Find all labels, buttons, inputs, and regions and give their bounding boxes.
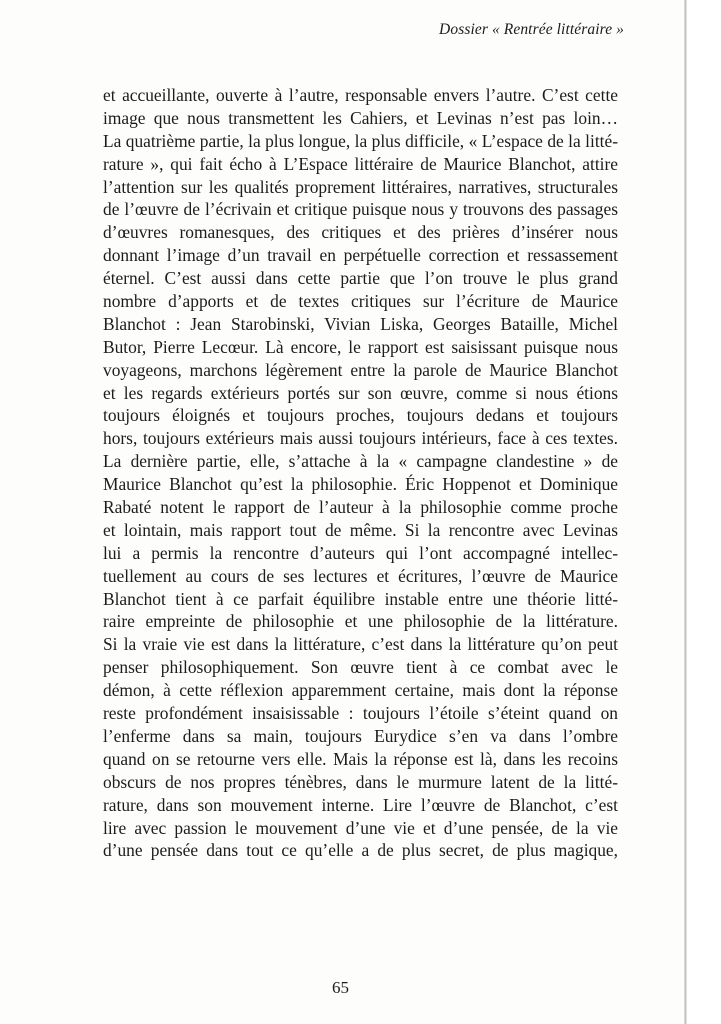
text-line: et lointain, mais rapport tout de même. Si la rencontre avec Levinas — [103, 519, 618, 540]
text-line: Blanchot : Jean Starobinski, Vivian Liska, Georges Bataille, Michel — [103, 313, 618, 334]
text-line: penser philosophiquement. Son œuvre tient à ce combat avec le — [103, 657, 618, 678]
running-head: Dossier « Rentrée littéraire » — [439, 21, 624, 38]
text-line: éternel. C’est aussi dans cette partie que l’on trouve le plus grand — [103, 268, 618, 289]
text-line: de l’œuvre de l’écrivain et critique puisque nous y trouvons des passages — [103, 199, 618, 220]
text-line: tuellement au cours de ses lectures et écritures, l’œuvre de Maurice — [103, 565, 618, 586]
text-line: l’enferme dans sa main, toujours Eurydice s’en va dans l’ombre — [103, 725, 618, 746]
text-line: démon, à cette réflexion apparemment certaine, mais dont la réponse — [103, 680, 618, 701]
page-edge — [684, 0, 687, 1024]
page-number: 65 — [332, 978, 349, 997]
text-line: et accueillante, ouverte à l’autre, responsable envers l’autre. C’est cette — [103, 85, 618, 105]
text-line: rature, dans son mouvement interne. Lire l’œuvre de Blanchot, c’est — [103, 794, 618, 815]
text-line: reste profondément insaisissable : toujours l’étoile s’éteint quand on — [103, 703, 618, 724]
text-line: rature », qui fait écho à L’Espace littéraire de Maurice Blanchot, attire — [103, 153, 618, 174]
text-line: raire empreinte de philosophie et une philosophie de la littérature. — [103, 611, 618, 632]
body-text — [103, 84, 618, 862]
text-line: l’attention sur les qualités proprement littéraires, narratives, structurales — [103, 176, 618, 197]
text-line: voyageons, marchons légèrement entre la parole de Maurice Blanchot — [103, 359, 618, 380]
text-line: toujours éloignés et toujours proches, toujours dedans et toujours — [103, 405, 618, 426]
text-line: La quatrième partie, la plus longue, la plus difficile, « L’espace de la litté- — [103, 130, 618, 151]
text-line: lui a permis la rencontre d’auteurs qui l’ont accompagné intellec- — [103, 542, 618, 563]
text-line: Rabaté notent le rapport de l’auteur à la philosophie comme proche — [103, 497, 618, 518]
text-line: Butor, Pierre Lecœur. Là encore, le rapport est saisissant puisque nous — [103, 336, 618, 357]
text-line: d’œuvres romanesques, des critiques et des prières d’insérer nous — [103, 222, 618, 243]
text-line: Maurice Blanchot qu’est la philosophie. Éric Hoppenot et Dominique — [103, 474, 618, 495]
text-line: d’une pensée dans tout ce qu’elle a de plus secret, de plus magique, — [103, 840, 618, 861]
scan-margin — [687, 0, 721, 1024]
text-line: hors, toujours extérieurs mais aussi toujours intérieurs, face à ces textes. — [103, 428, 618, 449]
text-line: et les regards extérieurs portés sur son œuvre, comme si nous étions — [103, 382, 618, 403]
text-line: Blanchot tient à ce parfait équilibre instable entre une théorie litté- — [103, 588, 618, 609]
text-line: Si la vraie vie est dans la littérature, c’est dans la littérature qu’on peut — [103, 634, 618, 655]
text-line: lire avec passion le mouvement d’une vie et d’une pensée, de la vie — [103, 817, 618, 838]
text-line: donnant l’image d’un travail en perpétuelle correction et ressassement — [103, 245, 618, 266]
text-line: nombre d’apports et de textes critiques sur l’écriture de Maurice — [103, 291, 618, 312]
text-line: quand on se retourne vers elle. Mais la réponse est là, dans les recoins — [103, 748, 618, 769]
text-line: La dernière partie, elle, s’attache à la « campagne clandestine » de — [103, 451, 618, 472]
text-line: image que nous transmettent les Cahiers, et Levinas n’est pas loin… — [103, 107, 618, 128]
text-line: obscurs de nos propres ténèbres, dans le murmure latent de la litté- — [103, 771, 618, 792]
